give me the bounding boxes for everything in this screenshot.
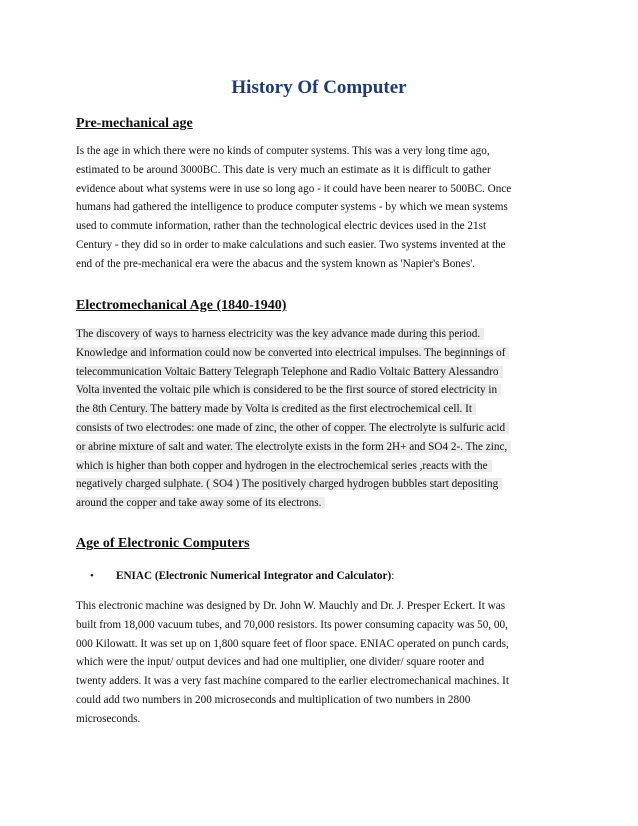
section-heading-electromechanical: Electromechanical Age (1840-1940)	[76, 298, 287, 313]
text-line: This electronic machine was designed by Dr. John W. Mauchly and Dr. J. Presper Eckert. It was	[76, 600, 506, 612]
text-line: microseconds.	[76, 712, 141, 725]
section-heading-electronic-computers: Age of Electronic Computers	[76, 536, 250, 551]
text-line: negatively charged sulphate. ( SO4 ) The positively charged hydrogen bubbles start depositing	[76, 478, 502, 490]
text-line: which is higher than both copper and hydrogen in the electrochemical series ,reacts with the	[76, 460, 492, 472]
text-line: consists of two electrodes: one made of zinc, the other of copper. The electrolyte is sulfuric acid	[76, 422, 509, 434]
section-body-eniac	[76, 597, 562, 729]
text-line: evidence about what systems were in use so long ago - it could have been nearer to 500BC. Once	[76, 182, 512, 195]
text-line: Volta invented the voltaic pile which is considered to be the first source of stored electricity in	[76, 384, 501, 396]
text-line: could add two numbers in 200 microseconds and multiplication of two numbers in 2800	[76, 693, 471, 706]
text-line: humans had gathered the intelligence to produce computer systems - by which we mean systems	[76, 201, 508, 214]
text-line: The discovery of ways to harness electricity was the key advance made during this period.	[76, 328, 484, 340]
text-line: Knowledge and information could now be converted into electrical impulses. The beginnings of	[76, 347, 509, 359]
section-body-pre-mechanical	[76, 142, 562, 274]
text-line: 000 Kilowatt. It was set up on 1,800 square feet of floor space. ENIAC operated on punch cards,	[76, 637, 509, 650]
text-line: Is the age in which there were no kinds of computer systems. This was a very long time ago,	[76, 145, 490, 157]
bullet-marker: •	[90, 570, 94, 582]
text-line: the 8th Century. The battery made by Volta is credited as the first electrochemical cell. It	[76, 403, 476, 415]
section-body-electromechanical	[76, 325, 562, 513]
text-line: built from 18,000 vacuum tubes, and 70,000 resistors. Its power consuming capacity was 50, 00,	[76, 618, 508, 631]
text-line: Century - they did so in order to make calculations and such easier. Two systems invented at the	[76, 238, 506, 251]
text-line: around the copper and take away some of its electrons.	[76, 497, 325, 509]
text-line: telecommunication Voltaic Battery Telegraph Telephone and Radio Voltaic Battery Alessandro	[76, 366, 503, 378]
bullet-label: ENIAC (Electronic Numerical Integrator and Calculator)	[116, 570, 392, 582]
text-line: or abrine mixture of salt and water. The electrolyte exists in the form 2H+ and SO4 2-. The zinc,	[76, 441, 511, 453]
section-heading-pre-mechanical: Pre-mechanical age	[76, 116, 193, 131]
bullet-suffix: :	[391, 570, 395, 582]
text-line: which were the input/ output devices and had one multiplier, one divider/ square rooter and	[76, 656, 485, 669]
bullet-item-eniac	[90, 568, 394, 584]
text-line: used to commute information, rather than the technological electric devices used in the 21st	[76, 220, 487, 233]
text-line: estimated to be around 3000BC. This date is very much an estimate as it is difficult to gather	[76, 163, 491, 176]
text-line: twenty adders. It was a very fast machine compared to the earlier electromechanical machines. It	[76, 675, 510, 688]
page-title: History Of Computer	[231, 77, 407, 98]
text-line: end of the pre-mechanical era were the abacus and the system known as 'Napier's Bones'.	[76, 257, 476, 270]
